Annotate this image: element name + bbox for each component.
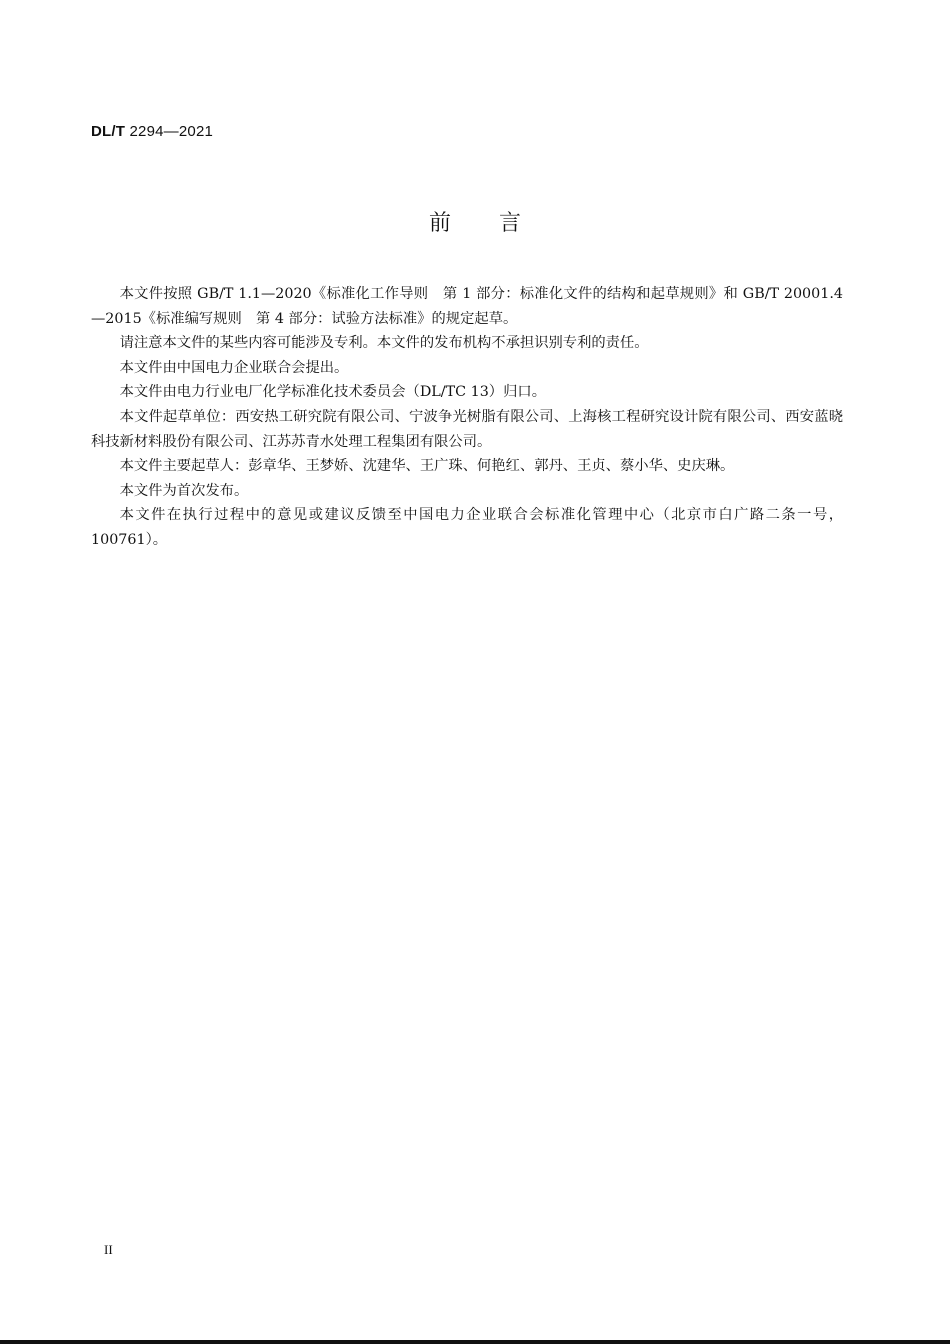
paragraph-drafting-basis: 本文件按照 GB/T 1.1—2020《标准化工作导则 第 1 部分：标准化文件的结构和起草规则》和 GB/T 20001.4—2015《标准编写规则 第 4 部分：试验方法标准》的规定起草。 (91, 286, 843, 327)
foreword-body (91, 282, 843, 553)
paragraph-administered-by: 本文件由电力行业电厂化学标准化技术委员会（DL/TC 13）归口。 (119, 384, 546, 401)
paragraph-proposed-by: 本文件由中国电力企业联合会提出。 (119, 359, 349, 376)
paragraph-drafting-organizations: 本文件起草单位：西安热工研究院有限公司、宁波争光树脂有限公司、上海核工程研究设计院有限公司、西安蓝晓科技新材料股份有限公司、江苏苏青水处理工程集团有限公司。 (91, 408, 843, 450)
paragraph-first-release: 本文件为首次发布。 (119, 482, 249, 499)
document-code-prefix: DL/T (91, 123, 126, 140)
bottom-border-rule (0, 1340, 950, 1344)
paragraph-main-drafters: 本文件主要起草人：彭章华、王梦娇、沈建华、王广珠、何艳红、郭丹、王贞、蔡小华、史庆琳。 (119, 458, 735, 475)
document-code-number: 2294—2021 (125, 123, 214, 140)
page-number: II (104, 1242, 113, 1257)
document-code (91, 123, 213, 140)
paragraph-feedback: 本文件在执行过程中的意见或建议反馈至中国电力企业联合会标准化管理中心（北京市白广路二条一号，100761）。 (91, 507, 843, 548)
paragraph-patent-notice: 请注意本文件的某些内容可能涉及专利。本文件的发布机构不承担识别专利的责任。 (119, 335, 649, 352)
foreword-title: 前言 (428, 211, 569, 236)
